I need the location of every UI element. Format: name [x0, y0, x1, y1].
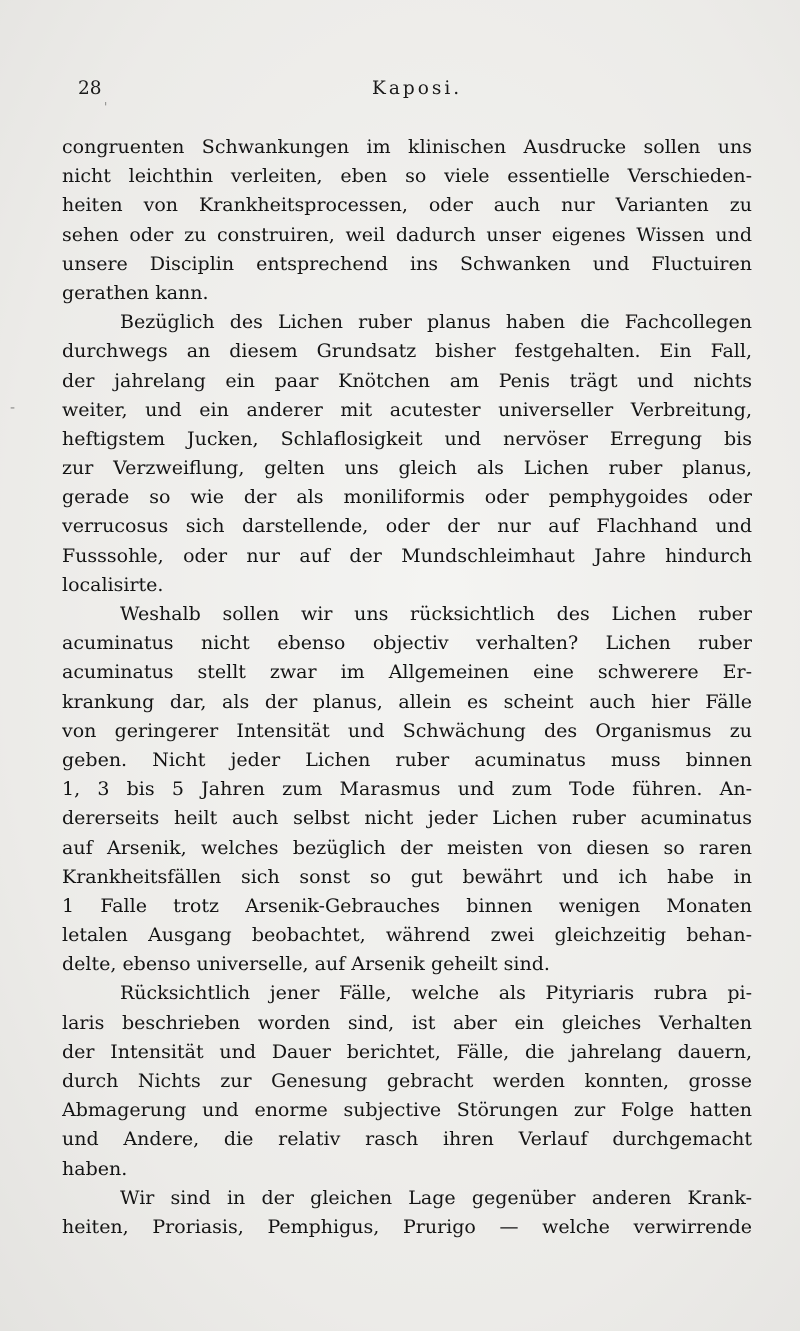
text-line: acuminatus stellt zwar im Allgemeinen eine schwerere Er- — [62, 661, 752, 684]
text-line: acuminatus nicht ebenso objectiv verhalten? Lichen ruber — [62, 632, 752, 655]
text-line: Wir sind in der gleichen Lage gegenüber anderen Krank- — [120, 1186, 752, 1209]
page-number: 28 — [78, 78, 102, 99]
text-line: gerathen kann. — [62, 281, 209, 304]
text-line: durch Nichts zur Genesung gebracht werden konnten, grosse — [62, 1070, 752, 1092]
text-line: sehen oder zu construiren, weil dadurch unser eigenes Wissen und — [62, 223, 752, 246]
text-line: 1 Falle trotz Arsenik-Gebrauches binnen wenigen Monaten — [62, 894, 752, 917]
text-line: und Andere, die relativ rasch ihren Verlauf durchgemacht — [62, 1128, 752, 1151]
running-head: Kaposi. — [372, 78, 463, 99]
text-line: krankung dar, als der planus, allein es scheint auch hier Fälle — [62, 690, 752, 713]
text-line: von geringerer Intensität und Schwächung des Organismus zu — [62, 719, 752, 742]
text-line: geben. Nicht jeder Lichen ruber acuminatus muss binnen — [62, 748, 752, 771]
text-line: localisirte. — [62, 573, 164, 596]
text-line: Fusssohle, oder nur auf der Mundschleimhaut Jahre hindurch — [62, 544, 752, 567]
text-line: letalen Ausgang beobachtet, während zwei gleichzeitig behan- — [62, 924, 752, 947]
text-line: dererseits heilt auch selbst nicht jeder Lichen ruber acuminatus — [62, 807, 752, 830]
text-line: durchwegs an diesem Grundsatz bisher festgehalten. Ein Fall, — [62, 340, 752, 363]
text-line: heiten von Krankheitsprocessen, oder auch nur Varianten zu — [62, 194, 752, 217]
text-line: der Intensität und Dauer berichtet, Fälle, die jahrelang dauern, — [62, 1040, 752, 1063]
text-line: unsere Disciplin entsprechend ins Schwanken und Fluctuiren — [62, 252, 752, 275]
text-line: congruenten Schwankungen im klinischen Ausdrucke sollen uns — [62, 136, 752, 158]
print-speck: ' — [104, 100, 108, 114]
text-line: verrucosus sich darstellende, oder der nur auf Flachhand und — [62, 515, 752, 538]
text-line: laris beschrieben worden sind, ist aber ein gleiches Verhalten — [62, 1011, 752, 1034]
text-line: heiten, Proriasis, Pemphigus, Prurigo — welche verwirrende — [62, 1215, 752, 1238]
text-line: delte, ebenso universelle, auf Arsenik geheilt sind. — [62, 953, 550, 976]
text-line: Weshalb sollen wir uns rücksichtlich des Lichen ruber — [120, 603, 752, 625]
text-line: Krankheitsfällen sich sonst so gut bewährt und ich habe in — [62, 865, 752, 888]
text-line: zur Verzweiflung, gelten uns gleich als Lichen ruber planus, — [62, 457, 752, 480]
text-line: der jahrelang ein paar Knötchen am Penis trägt und nichts — [62, 369, 752, 392]
body-text — [62, 133, 752, 1242]
page-header — [60, 78, 740, 106]
text-line: gerade so wie der als moniliformis oder pemphygoides oder — [62, 486, 752, 509]
text-line: Rücksichtlich jener Fälle, welche als Pityriaris rubra pi- — [120, 982, 752, 1005]
text-line: Bezüglich des Lichen ruber planus haben die Fachcollegen — [120, 311, 752, 334]
text-line: auf Arsenik, welches bezüglich der meisten von diesen so raren — [62, 836, 752, 859]
margin-tick: - — [10, 400, 16, 416]
text-line: haben. — [62, 1157, 128, 1180]
text-line: nicht leichthin verleiten, eben so viele essentielle Verschieden- — [62, 165, 752, 188]
text-line: weiter, und ein anderer mit acutester universeller Verbreitung, — [62, 398, 752, 421]
text-line: Abmagerung und enorme subjective Störungen zur Folge hatten — [62, 1099, 752, 1122]
text-line: 1, 3 bis 5 Jahren zum Marasmus und zum Tode führen. An- — [62, 778, 752, 801]
text-line: heftigstem Jucken, Schlaflosigkeit und nervöser Erregung bis — [62, 427, 752, 450]
